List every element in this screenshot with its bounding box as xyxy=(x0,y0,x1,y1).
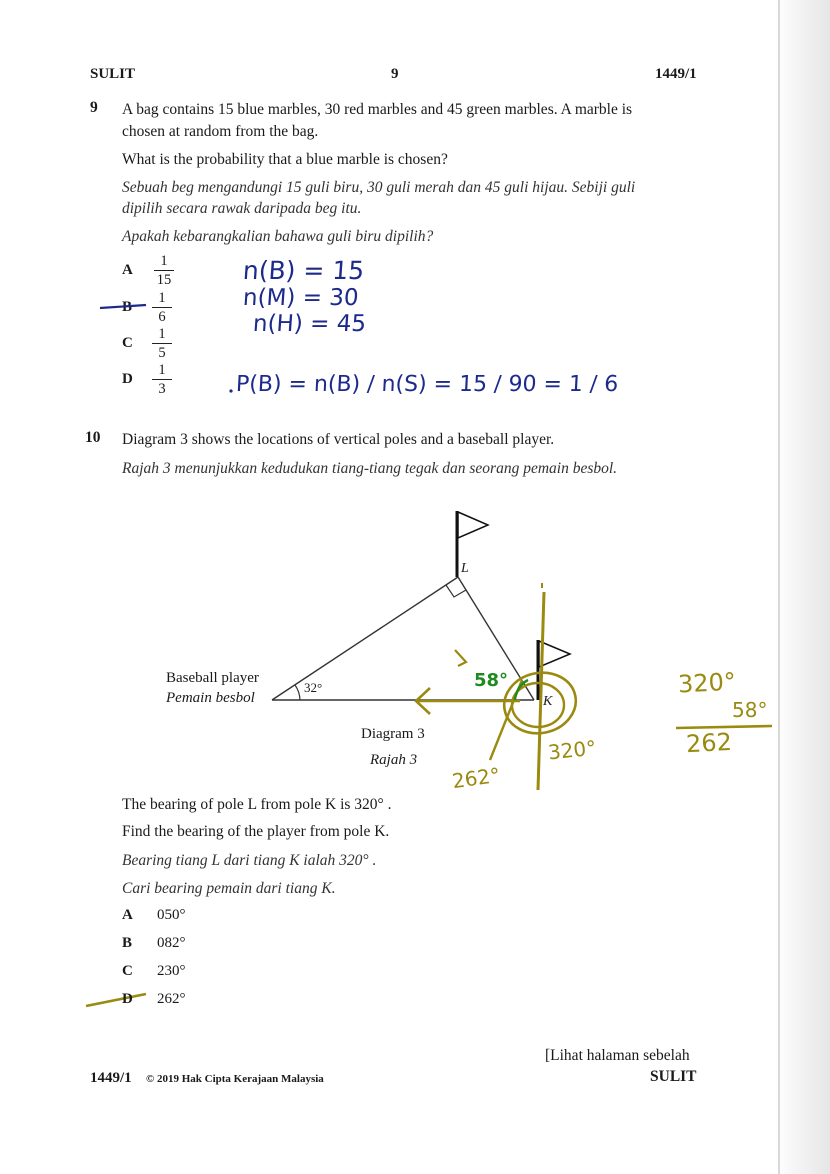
angle-arc-32 xyxy=(295,685,300,700)
q9-option-b-num: 1 xyxy=(158,290,166,306)
q9-text-ms-1: Sebuah beg mengandungi 15 guli biru, 30 guli merah dan 45 guli hijau. Sebiji guli xyxy=(122,179,636,196)
q9-option-d-num: 1 xyxy=(158,362,166,378)
diagram-caption-en: Diagram 3 xyxy=(361,726,425,742)
q10-option-d-value: 262° xyxy=(157,991,186,1007)
q9-text-en-1: A bag contains 15 blue marbles, 30 red marbles and 45 green marbles. A marble is xyxy=(122,101,633,118)
q10-option-b-letter: B xyxy=(122,935,133,951)
q9-handwriting-nb: n(B) = 15 xyxy=(241,256,366,285)
q10-intro-en: Diagram 3 shows the locations of vertical poles and a baseball player. xyxy=(122,431,555,448)
handwriting-320: 320° xyxy=(546,735,598,765)
calc-262: 262 xyxy=(685,727,733,759)
q9-text-ms-2: dipilih secara rawak daripada beg itu. xyxy=(122,200,362,217)
handwriting-58: 58° xyxy=(474,670,509,691)
footer-copyright: © 2019 Hak Cipta Kerajaan Malaysia xyxy=(146,1073,324,1085)
q10-option-c-value: 230° xyxy=(157,963,186,979)
q9-text-en-2: chosen at random from the bag. xyxy=(122,123,319,140)
q9-option-a-letter: A xyxy=(122,262,133,278)
q9-option-b-strike xyxy=(100,305,146,308)
diagram-point-l: L xyxy=(461,561,469,576)
q9-option-c-num: 1 xyxy=(158,326,166,342)
q10-option-a-letter: A xyxy=(122,907,133,923)
q9-option-a-num: 1 xyxy=(160,253,168,269)
q9-option-b-den: 6 xyxy=(158,309,166,325)
q9-question-en: What is the probability that a blue marble is chosen? xyxy=(122,151,448,168)
header-paper-code: 1449/1 xyxy=(655,66,697,82)
q9-option-d-letter: D xyxy=(122,371,133,387)
q10-option-c-letter: C xyxy=(122,963,133,979)
q10-option-a-value: 050° xyxy=(157,907,186,923)
triangle-side-player-l xyxy=(272,577,458,700)
q9-question-ms: Apakah kebarangkalian bahawa guli biru dipilih? xyxy=(122,228,434,245)
q9-handwriting-probability: P(B) = n(B) / n(S) = 15 / 90 = 1 / 6 xyxy=(235,372,619,397)
q9-number: 9 xyxy=(90,99,98,116)
header-sulit: SULIT xyxy=(90,66,136,82)
calc-58: 58° xyxy=(732,698,768,722)
q9-option-d-den: 3 xyxy=(158,381,166,397)
diagram-point-k: K xyxy=(543,694,553,709)
handwriting-262: 262° xyxy=(450,762,502,794)
q9-option-c-den: 5 xyxy=(158,345,166,361)
q10-intro-ms: Rajah 3 menunjukkan kedudukan tiang-tiang tegak dan seorang pemain besbol. xyxy=(122,460,618,477)
diagram-angle-32: 32° xyxy=(304,680,323,695)
q9-handwriting-nm: n(M) = 30 xyxy=(242,285,360,311)
q9-handwriting-nh: n(H) = 45 xyxy=(252,311,367,337)
flag-l xyxy=(458,512,488,538)
q10-bearing-en: The bearing of pole L from pole K is 320° . xyxy=(122,796,392,813)
footer-sulit: SULIT xyxy=(650,1068,697,1085)
q10-bearing-ms: Bearing tiang L dari tiang K ialah 320° . xyxy=(122,852,377,869)
right-angle-mark xyxy=(446,585,466,597)
q10-option-d-strike xyxy=(86,994,146,1006)
calc-320: 320° xyxy=(677,667,737,699)
q10-option-b-value: 082° xyxy=(157,935,186,951)
q10-find-en: Find the bearing of the player from pole K. xyxy=(122,823,390,840)
header-page-number: 9 xyxy=(391,66,399,82)
q9-option-a-den: 15 xyxy=(156,272,172,288)
footer-next-page: [Lihat halaman sebelah xyxy=(545,1047,690,1064)
q10-find-ms: Cari bearing pemain dari tiang K. xyxy=(122,880,336,897)
diagram-player-label-ms: Pemain besbol xyxy=(166,690,255,706)
q10-number: 10 xyxy=(85,429,101,446)
footer-paper-code: 1449/1 xyxy=(90,1070,132,1086)
q10-option-d-letter: D xyxy=(122,991,133,1007)
q9-option-c-letter: C xyxy=(122,335,133,351)
diagram-player-label-en: Baseball player xyxy=(166,670,259,686)
diagram-caption-ms: Rajah 3 xyxy=(370,752,418,768)
